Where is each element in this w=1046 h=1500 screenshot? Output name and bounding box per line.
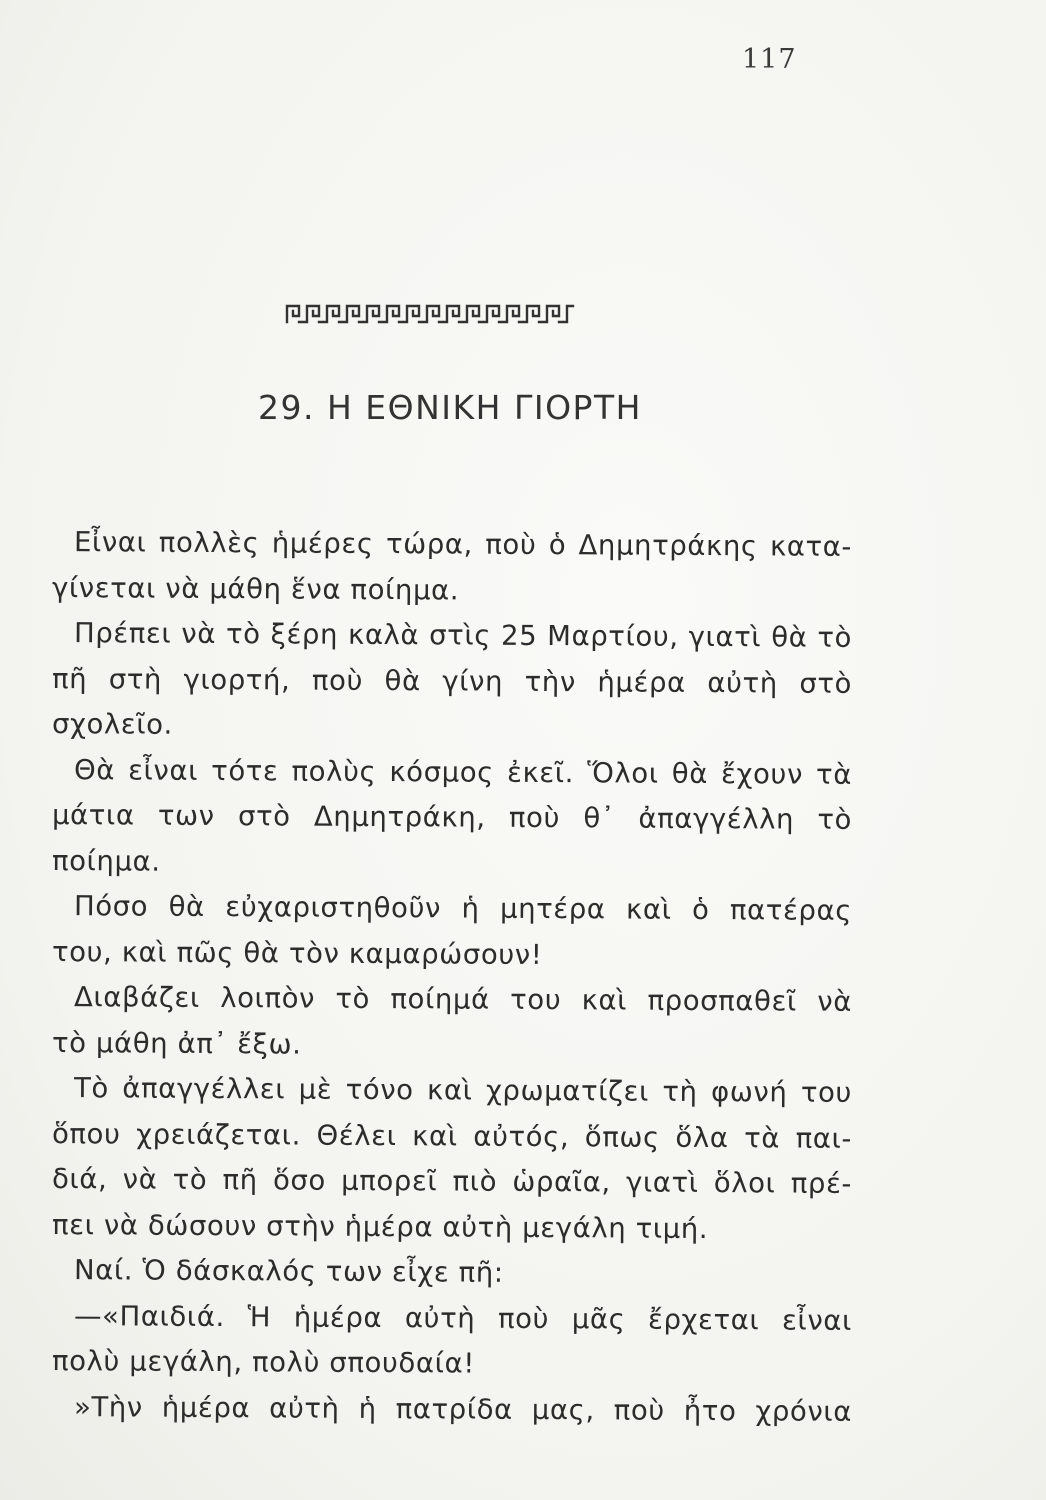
text-line: Διαβάζει λοιπὸν τὸ ποίημά του καὶ προσπαθεῖ νὰ	[73, 981, 853, 1018]
text-line: πῆ στὴ γιορτή, ποὺ θὰ γίνη τὴν ἡμέρα αὐτὴ στὸ	[51, 662, 853, 700]
chapter-title: 29. Η ΕΘΝΙΚΗ ΓΙΟΡΤΗ	[258, 388, 642, 427]
text-line: Τὸ ἀπαγγέλλει μὲ τόνο καὶ χρωματίζει τὴ φωνή του	[73, 1072, 853, 1109]
text-line: μάτια των στὸ Δημητράκη, ποὺ θ᾿ ἀπαγγέλλη τὸ	[51, 799, 853, 836]
text-line: διά, νὰ τὸ πῆ ὅσο μπορεῖ πιὸ ὡραῖα, γιατὶ ὅλοι πρέ-	[51, 1163, 853, 1200]
greek-key-ornament	[285, 298, 575, 324]
text-line: Πόσο θὰ εὐχαριστηθοῦν ἡ μητέρα καὶ ὁ πατέρας	[73, 890, 853, 927]
text-line: Εἶναι πολλὲς ἡμέρες τώρα, ποὺ ὁ Δημητράκης κατα-	[73, 526, 853, 563]
text-line: του, καὶ πῶς θὰ τὸν καμαρώσουν!	[51, 935, 543, 971]
text-line: ποίημα.	[51, 844, 161, 878]
text-line: ὅπου χρειάζεται. Θέλει καὶ αὐτός, ὅπως ὅλα τὰ παι-	[51, 1117, 853, 1155]
text-line: »Τὴν ἡμέρα αὐτὴ ἡ πατρίδα μας, ποὺ ἦτο χρόνια	[73, 1390, 853, 1428]
text-line: Θὰ εἶναι τότε πολὺς κόσμος ἐκεῖ. Ὅλοι θὰ ἔχουν τὰ	[73, 753, 853, 791]
text-line: πει νὰ δώσουν στὴν ἡμέρα αὐτὴ μεγάλη τιμή.	[51, 1208, 709, 1245]
text-line: σχολεῖο.	[51, 708, 174, 741]
text-line: —«Παιδιά. Ἡ ἡμέρα αὐτὴ ποὺ μᾶς ἔρχεται εἶναι	[73, 1299, 853, 1337]
body-text	[52, 520, 852, 1430]
text-line: Πρέπει νὰ τὸ ξέρη καλὰ στὶς 25 Μαρτίου, γιατὶ θὰ τὸ	[73, 617, 853, 654]
text-line: γίνεται νὰ μάθη ἕνα ποίημα.	[51, 571, 460, 606]
text-line: τὸ μάθη ἀπ᾿ ἔξω.	[51, 1026, 302, 1061]
text-line: πολὺ μεγάλη, πολὺ σπουδαία!	[51, 1345, 476, 1380]
text-line: Ναί. Ὁ δάσκαλός των εἶχε πῆ:	[73, 1254, 504, 1289]
page-number: 117	[742, 44, 797, 75]
